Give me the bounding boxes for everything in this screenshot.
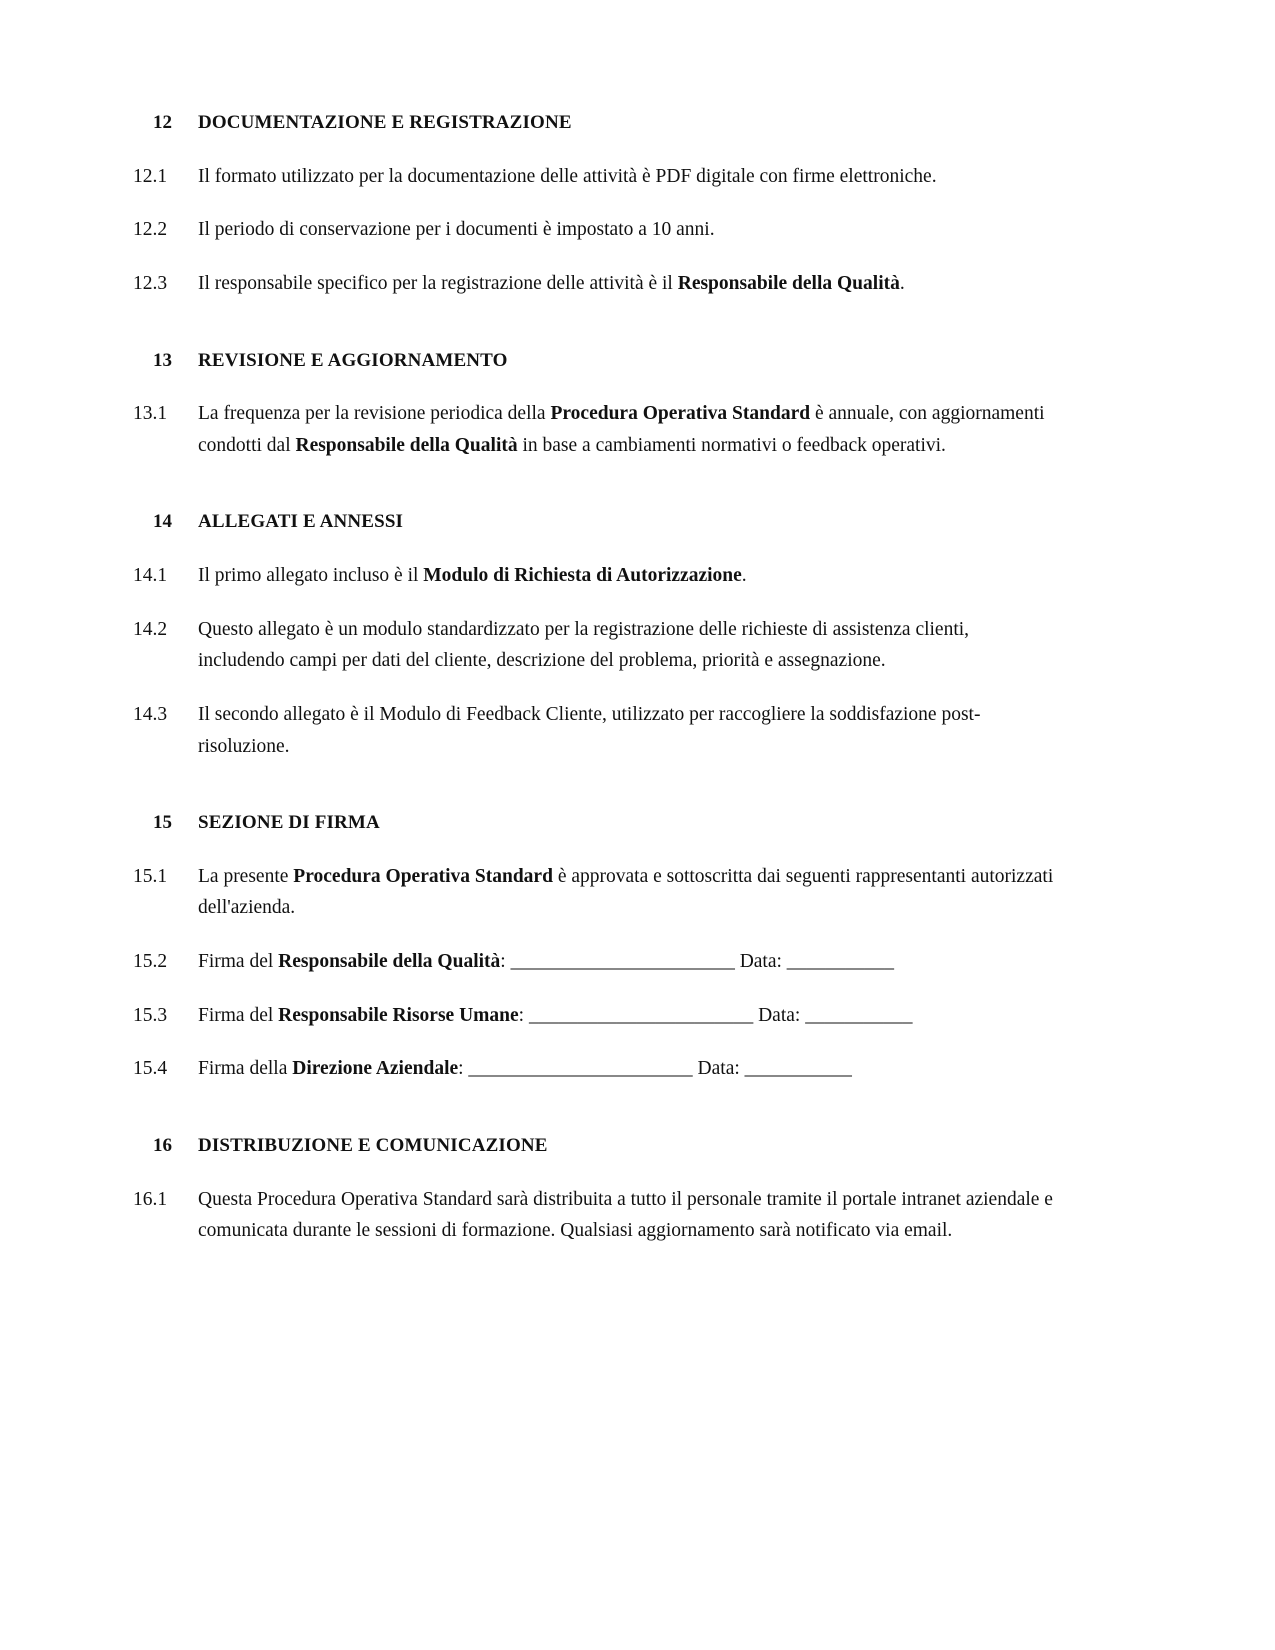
clause xyxy=(133,861,1120,924)
clause-text-run: è annuale, con aggiornamenti condotti dal xyxy=(198,403,1045,456)
document-body xyxy=(133,108,1120,1247)
clause xyxy=(133,398,1120,461)
clause-text-emphasis: Procedura Operativa Standard xyxy=(293,865,553,887)
clause-number: 16.1 xyxy=(133,1188,168,1210)
clause-text-run: Il periodo di conservazione per i documenti è impostato a 10 anni. xyxy=(198,219,715,241)
clause-text-run: : _______________________ Data: ___________ xyxy=(518,1004,913,1026)
clause-text-run: Il responsabile specifico per la registrazione delle attività è il xyxy=(198,272,678,294)
clause-text xyxy=(198,268,1060,300)
clause-text xyxy=(198,946,1060,978)
clause-number: 12.2 xyxy=(133,219,168,241)
clause xyxy=(133,1053,1120,1085)
clause xyxy=(133,1184,1120,1247)
clause-number: 15.2 xyxy=(133,951,168,972)
clause-text-run: Firma della xyxy=(198,1058,293,1080)
clause-text-emphasis: Procedura Operativa Standard xyxy=(550,403,811,425)
clause-text xyxy=(198,614,1060,677)
clause-text xyxy=(198,1184,1060,1247)
clause xyxy=(133,268,1120,300)
clause-number: 14.2 xyxy=(133,618,168,640)
section-title: REVISIONE E AGGIORNAMENTO xyxy=(198,349,508,371)
section-title: DISTRIBUZIONE E COMUNICAZIONE xyxy=(198,1134,548,1156)
clause-text-run: : _______________________ Data: ___________ xyxy=(500,951,895,972)
clause-text-run: Il formato utilizzato per la documentazione delle attività è PDF digitale con firme elettroniche. xyxy=(198,165,937,187)
section-number: 13 xyxy=(153,349,172,371)
clause-number: 15.3 xyxy=(133,1004,168,1026)
clause xyxy=(133,560,1120,592)
clause-text xyxy=(198,161,1060,193)
clause-text-run: Firma del xyxy=(198,951,279,972)
section-title: DOCUMENTAZIONE E REGISTRAZIONE xyxy=(198,112,572,133)
section-heading xyxy=(133,1131,1120,1162)
section-heading xyxy=(133,808,1120,839)
section-title: ALLEGATI E ANNESSI xyxy=(198,511,404,533)
clause-text-emphasis: Responsabile della Qualità xyxy=(677,272,900,294)
clause-text-emphasis: Direzione Aziendale xyxy=(292,1058,459,1080)
section-number: 16 xyxy=(153,1134,172,1156)
clause-text xyxy=(198,398,1060,461)
section-title: SEZIONE DI FIRMA xyxy=(198,812,380,834)
clause-text-run: Questo allegato è un modulo standardizzato per la registrazione delle richieste di assistenza clienti, includendo campi per dati del cliente, descrizione del problema, priorità e assegnazione. xyxy=(198,618,970,672)
clause-text-run: : _______________________ Data: ___________ xyxy=(458,1058,852,1080)
clause xyxy=(133,214,1120,246)
section-number: 12 xyxy=(153,112,172,133)
clause-text-run: Questa Procedura Operativa Standard sarà distribuita a tutto il personale tramite il portale intranet aziendale e comunicata durante le sessioni di formazione. Qualsiasi aggiornamento sarà notificato via email. xyxy=(198,1188,1053,1242)
clause-text xyxy=(198,699,1060,762)
section-heading xyxy=(133,346,1120,377)
clause xyxy=(133,699,1120,762)
clause-number: 14.1 xyxy=(133,565,168,587)
clause-text-emphasis: Modulo di Richiesta di Autorizzazione xyxy=(423,565,742,587)
clause xyxy=(133,1000,1120,1032)
clause-number: 15.4 xyxy=(133,1058,168,1080)
clause-text-run: in base a cambiamenti normativi o feedback operativi. xyxy=(517,434,946,456)
clause-number: 13.1 xyxy=(133,403,168,425)
section-number: 14 xyxy=(153,511,172,533)
clause-text-emphasis: Responsabile della Qualità xyxy=(278,951,501,972)
clause-text xyxy=(198,1053,1060,1085)
clause-text xyxy=(198,560,1060,592)
clause-number: 12.1 xyxy=(133,165,168,187)
clause-text-emphasis: Responsabile Risorse Umane xyxy=(278,1004,519,1026)
clause-number: 12.3 xyxy=(133,272,168,294)
clause-text xyxy=(198,214,1060,246)
section-heading xyxy=(133,108,1120,139)
clause-text-run: La presente xyxy=(198,865,294,887)
clause-text xyxy=(198,1000,1060,1032)
clause-text-run: Il primo allegato incluso è il xyxy=(198,565,424,587)
section-number: 15 xyxy=(153,812,172,834)
clause xyxy=(133,946,1120,978)
clause-number: 14.3 xyxy=(133,703,168,725)
clause-text xyxy=(198,861,1060,924)
clause-text-run: Firma del xyxy=(198,1004,279,1026)
clause xyxy=(133,614,1120,677)
clause xyxy=(133,161,1120,193)
section-heading xyxy=(133,507,1120,538)
clause-text-run: è approvata e sottoscritta dai seguenti rappresentanti autorizzati dell'azienda. xyxy=(198,865,1054,919)
clause-text-run: . xyxy=(899,272,905,294)
clause-text-run: Il secondo allegato è il Modulo di Feedback Cliente, utilizzato per raccogliere la soddisfazione post-risoluzione. xyxy=(198,703,981,757)
clause-text-run: . xyxy=(741,565,747,587)
clause-number: 15.1 xyxy=(133,865,168,887)
clause-text-emphasis: Responsabile della Qualità xyxy=(295,434,518,456)
clause-text-run: La frequenza per la revisione periodica della xyxy=(198,403,551,425)
